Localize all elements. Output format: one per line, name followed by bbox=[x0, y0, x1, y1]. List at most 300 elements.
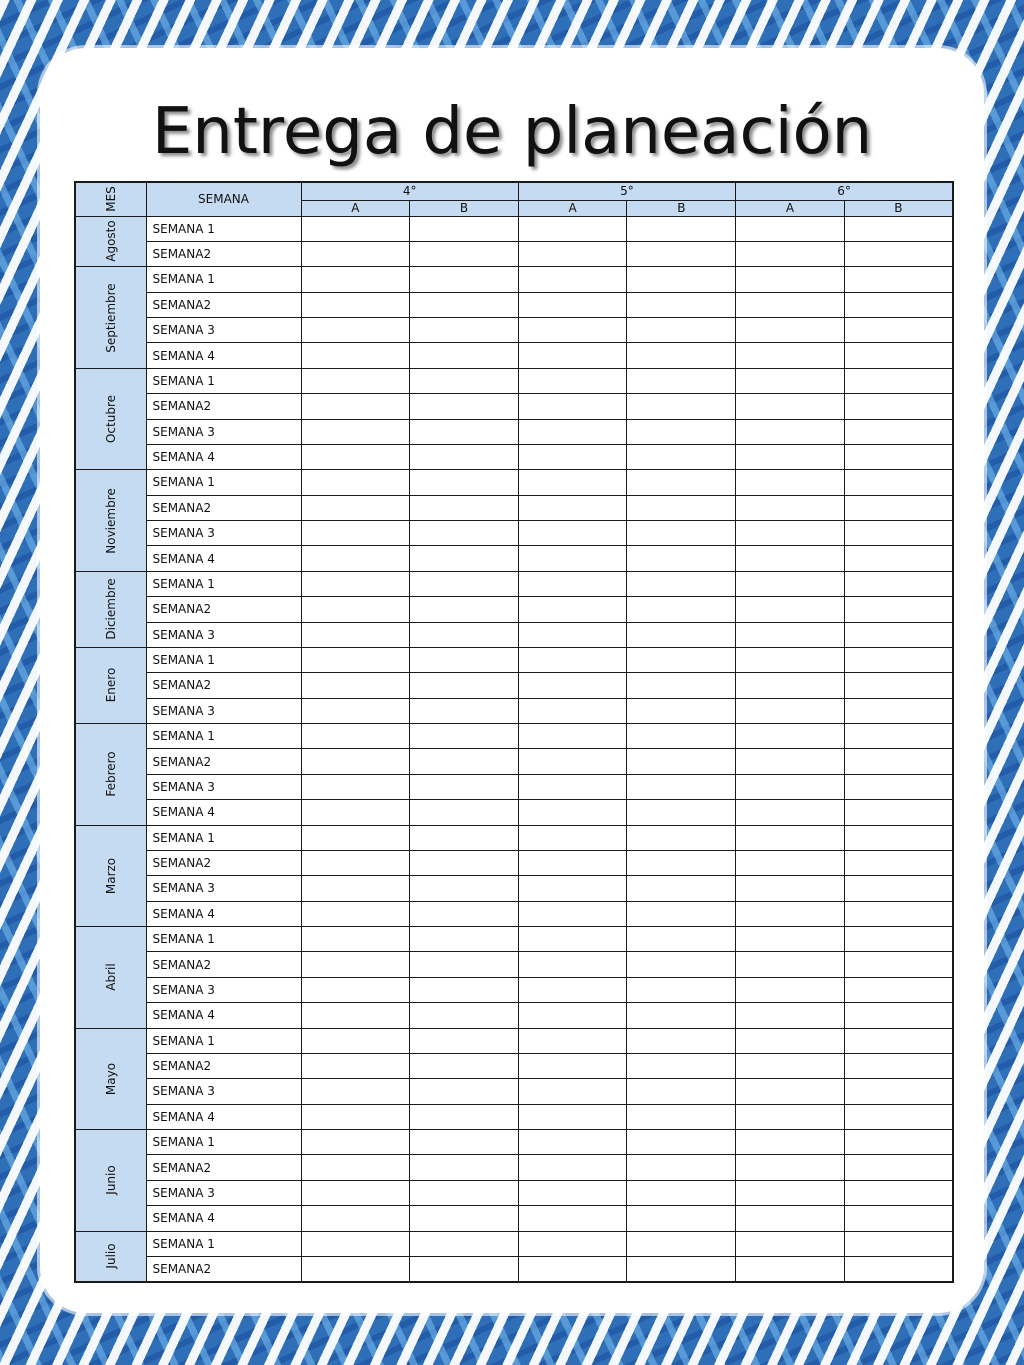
entry-cell[interactable] bbox=[518, 546, 627, 571]
entry-cell[interactable] bbox=[518, 977, 627, 1002]
entry-cell[interactable] bbox=[518, 774, 627, 799]
entry-cell[interactable] bbox=[627, 1003, 736, 1028]
entry-cell[interactable] bbox=[518, 1003, 627, 1028]
week-label: SEMANA 1 bbox=[146, 571, 301, 596]
month-cell bbox=[75, 267, 146, 369]
entry-cell[interactable] bbox=[301, 1231, 410, 1256]
entry-cell[interactable] bbox=[736, 241, 845, 266]
entry-cell[interactable] bbox=[627, 1155, 736, 1180]
entry-cell[interactable] bbox=[627, 927, 736, 952]
entry-cell[interactable] bbox=[410, 470, 519, 495]
entry-cell[interactable] bbox=[410, 876, 519, 901]
entry-cell[interactable] bbox=[736, 698, 845, 723]
entry-cell[interactable] bbox=[518, 318, 627, 343]
entry-cell[interactable] bbox=[518, 698, 627, 723]
entry-cell[interactable] bbox=[410, 318, 519, 343]
entry-cell[interactable] bbox=[736, 1206, 845, 1231]
entry-cell[interactable] bbox=[844, 673, 953, 698]
entry-cell[interactable] bbox=[301, 749, 410, 774]
entry-cell[interactable] bbox=[301, 394, 410, 419]
entry-cell[interactable] bbox=[301, 444, 410, 469]
entry-cell[interactable] bbox=[627, 952, 736, 977]
month-cell bbox=[75, 1231, 146, 1282]
entry-cell[interactable] bbox=[844, 546, 953, 571]
entry-cell[interactable] bbox=[627, 470, 736, 495]
entry-cell[interactable] bbox=[844, 216, 953, 241]
table-row bbox=[75, 774, 953, 799]
entry-cell[interactable] bbox=[736, 1180, 845, 1205]
week-label: SEMANA 1 bbox=[146, 1231, 301, 1256]
entry-cell[interactable] bbox=[627, 622, 736, 647]
entry-cell[interactable] bbox=[736, 216, 845, 241]
entry-cell[interactable] bbox=[410, 647, 519, 672]
grade-header: 5° bbox=[518, 182, 735, 200]
entry-cell[interactable] bbox=[301, 495, 410, 520]
entry-cell[interactable] bbox=[736, 977, 845, 1002]
entry-cell[interactable] bbox=[627, 977, 736, 1002]
entry-cell[interactable] bbox=[736, 546, 845, 571]
entry-cell[interactable] bbox=[301, 1180, 410, 1205]
entry-cell[interactable] bbox=[518, 876, 627, 901]
mes-header-label: MES bbox=[103, 186, 118, 213]
entry-cell[interactable] bbox=[410, 825, 519, 850]
entry-cell[interactable] bbox=[736, 368, 845, 393]
entry-cell[interactable] bbox=[301, 1003, 410, 1028]
entry-cell[interactable] bbox=[627, 1231, 736, 1256]
month-label: Julio bbox=[103, 1243, 118, 1269]
entry-cell[interactable] bbox=[627, 343, 736, 368]
entry-cell[interactable] bbox=[518, 800, 627, 825]
entry-cell[interactable] bbox=[844, 977, 953, 1002]
entry-cell[interactable] bbox=[518, 901, 627, 926]
entry-cell[interactable] bbox=[736, 673, 845, 698]
entry-cell[interactable] bbox=[844, 597, 953, 622]
entry-cell[interactable] bbox=[410, 1231, 519, 1256]
entry-cell[interactable] bbox=[301, 1130, 410, 1155]
entry-cell[interactable] bbox=[844, 521, 953, 546]
entry-cell[interactable] bbox=[844, 724, 953, 749]
entry-cell[interactable] bbox=[627, 267, 736, 292]
entry-cell[interactable] bbox=[301, 825, 410, 850]
entry-cell[interactable] bbox=[844, 1231, 953, 1256]
entry-cell[interactable] bbox=[736, 419, 845, 444]
entry-cell[interactable] bbox=[410, 1206, 519, 1231]
entry-cell[interactable] bbox=[736, 825, 845, 850]
entry-cell[interactable] bbox=[410, 698, 519, 723]
entry-cell[interactable] bbox=[410, 216, 519, 241]
entry-cell[interactable] bbox=[844, 1104, 953, 1129]
entry-cell[interactable] bbox=[627, 495, 736, 520]
entry-cell[interactable] bbox=[301, 850, 410, 875]
entry-cell[interactable] bbox=[736, 1053, 845, 1078]
entry-cell[interactable] bbox=[518, 444, 627, 469]
entry-cell[interactable] bbox=[627, 571, 736, 596]
entry-cell[interactable] bbox=[844, 927, 953, 952]
table-row bbox=[75, 850, 953, 875]
entry-cell[interactable] bbox=[844, 1053, 953, 1078]
entry-cell[interactable] bbox=[627, 724, 736, 749]
entry-cell[interactable] bbox=[736, 876, 845, 901]
month-cell bbox=[75, 571, 146, 647]
entry-cell[interactable] bbox=[736, 1003, 845, 1028]
entry-cell[interactable] bbox=[518, 343, 627, 368]
entry-cell[interactable] bbox=[736, 800, 845, 825]
entry-cell[interactable] bbox=[736, 724, 845, 749]
entry-cell[interactable] bbox=[518, 368, 627, 393]
entry-cell[interactable] bbox=[301, 368, 410, 393]
table-row bbox=[75, 571, 953, 596]
entry-cell[interactable] bbox=[736, 901, 845, 926]
entry-cell[interactable] bbox=[518, 470, 627, 495]
month-label: Junio bbox=[103, 1165, 118, 1195]
entry-cell[interactable] bbox=[410, 800, 519, 825]
entry-cell[interactable] bbox=[844, 1180, 953, 1205]
entry-cell[interactable] bbox=[627, 292, 736, 317]
entry-cell[interactable] bbox=[301, 1028, 410, 1053]
entry-cell[interactable] bbox=[627, 647, 736, 672]
entry-cell[interactable] bbox=[844, 800, 953, 825]
entry-cell[interactable] bbox=[301, 241, 410, 266]
entry-cell[interactable] bbox=[301, 597, 410, 622]
entry-cell[interactable] bbox=[410, 1104, 519, 1129]
entry-cell[interactable] bbox=[410, 292, 519, 317]
entry-cell[interactable] bbox=[627, 368, 736, 393]
entry-cell[interactable] bbox=[301, 1256, 410, 1282]
entry-cell[interactable] bbox=[301, 1079, 410, 1104]
entry-cell[interactable] bbox=[627, 1206, 736, 1231]
entry-cell[interactable] bbox=[627, 444, 736, 469]
entry-cell[interactable] bbox=[518, 1231, 627, 1256]
table-row bbox=[75, 495, 953, 520]
entry-cell[interactable] bbox=[844, 698, 953, 723]
entry-cell[interactable] bbox=[410, 673, 519, 698]
entry-cell[interactable] bbox=[301, 267, 410, 292]
table-row bbox=[75, 698, 953, 723]
entry-cell[interactable] bbox=[844, 749, 953, 774]
entry-cell[interactable] bbox=[844, 571, 953, 596]
entry-cell[interactable] bbox=[518, 1079, 627, 1104]
week-label: SEMANA2 bbox=[146, 597, 301, 622]
entry-cell[interactable] bbox=[844, 419, 953, 444]
entry-cell[interactable] bbox=[627, 419, 736, 444]
group-header: A bbox=[301, 200, 410, 216]
entry-cell[interactable] bbox=[736, 267, 845, 292]
table-row bbox=[75, 1231, 953, 1256]
entry-cell[interactable] bbox=[301, 698, 410, 723]
entry-cell[interactable] bbox=[627, 1180, 736, 1205]
entry-cell[interactable] bbox=[736, 1104, 845, 1129]
entry-cell[interactable] bbox=[518, 292, 627, 317]
entry-cell[interactable] bbox=[518, 1028, 627, 1053]
entry-cell[interactable] bbox=[736, 1079, 845, 1104]
entry-cell[interactable] bbox=[518, 1155, 627, 1180]
entry-cell[interactable] bbox=[410, 368, 519, 393]
entry-cell[interactable] bbox=[736, 927, 845, 952]
entry-cell[interactable] bbox=[301, 343, 410, 368]
table-row bbox=[75, 1079, 953, 1104]
week-label: SEMANA 3 bbox=[146, 774, 301, 799]
entry-cell[interactable] bbox=[736, 1028, 845, 1053]
entry-cell[interactable] bbox=[301, 292, 410, 317]
entry-cell[interactable] bbox=[844, 1256, 953, 1282]
entry-cell[interactable] bbox=[627, 876, 736, 901]
entry-cell[interactable] bbox=[410, 749, 519, 774]
entry-cell[interactable] bbox=[736, 749, 845, 774]
entry-cell[interactable] bbox=[518, 647, 627, 672]
entry-cell[interactable] bbox=[410, 1155, 519, 1180]
entry-cell[interactable] bbox=[518, 1256, 627, 1282]
entry-cell[interactable] bbox=[627, 241, 736, 266]
entry-cell[interactable] bbox=[301, 952, 410, 977]
entry-cell[interactable] bbox=[410, 343, 519, 368]
group-header: A bbox=[736, 200, 845, 216]
entry-cell[interactable] bbox=[518, 1130, 627, 1155]
entry-cell[interactable] bbox=[410, 597, 519, 622]
entry-cell[interactable] bbox=[627, 698, 736, 723]
entry-cell[interactable] bbox=[301, 927, 410, 952]
entry-cell[interactable] bbox=[518, 495, 627, 520]
entry-cell[interactable] bbox=[518, 1180, 627, 1205]
entry-cell[interactable] bbox=[301, 724, 410, 749]
entry-cell[interactable] bbox=[518, 597, 627, 622]
entry-cell[interactable] bbox=[844, 850, 953, 875]
page-title: Entrega de planeación bbox=[151, 95, 873, 169]
entry-cell[interactable] bbox=[410, 1053, 519, 1078]
entry-cell[interactable] bbox=[736, 318, 845, 343]
entry-cell[interactable] bbox=[627, 318, 736, 343]
entry-cell[interactable] bbox=[736, 444, 845, 469]
entry-cell[interactable] bbox=[301, 216, 410, 241]
entry-cell[interactable] bbox=[410, 1256, 519, 1282]
entry-cell[interactable] bbox=[518, 673, 627, 698]
entry-cell[interactable] bbox=[844, 1130, 953, 1155]
entry-cell[interactable] bbox=[410, 850, 519, 875]
entry-cell[interactable] bbox=[627, 850, 736, 875]
entry-cell[interactable] bbox=[627, 1053, 736, 1078]
entry-cell[interactable] bbox=[301, 673, 410, 698]
entry-cell[interactable] bbox=[844, 1206, 953, 1231]
entry-cell[interactable] bbox=[518, 952, 627, 977]
entry-cell[interactable] bbox=[301, 901, 410, 926]
entry-cell[interactable] bbox=[844, 952, 953, 977]
month-label: Octubre bbox=[103, 394, 118, 444]
table-body bbox=[75, 216, 953, 1282]
entry-cell[interactable] bbox=[736, 521, 845, 546]
entry-cell[interactable] bbox=[410, 571, 519, 596]
entry-cell[interactable] bbox=[518, 241, 627, 266]
entry-cell[interactable] bbox=[844, 825, 953, 850]
week-label: SEMANA 1 bbox=[146, 1028, 301, 1053]
entry-cell[interactable] bbox=[627, 546, 736, 571]
entry-cell[interactable] bbox=[627, 1104, 736, 1129]
entry-cell[interactable] bbox=[844, 241, 953, 266]
entry-cell[interactable] bbox=[844, 876, 953, 901]
entry-cell[interactable] bbox=[844, 444, 953, 469]
week-label: SEMANA 3 bbox=[146, 419, 301, 444]
entry-cell[interactable] bbox=[410, 1003, 519, 1028]
entry-cell[interactable] bbox=[301, 622, 410, 647]
entry-cell[interactable] bbox=[518, 622, 627, 647]
entry-cell[interactable] bbox=[301, 1053, 410, 1078]
entry-cell[interactable] bbox=[410, 1130, 519, 1155]
entry-cell[interactable] bbox=[410, 977, 519, 1002]
entry-cell[interactable] bbox=[844, 318, 953, 343]
entry-cell[interactable] bbox=[844, 1028, 953, 1053]
table-row bbox=[75, 1206, 953, 1231]
entry-cell[interactable] bbox=[627, 1256, 736, 1282]
entry-cell[interactable] bbox=[410, 495, 519, 520]
entry-cell[interactable] bbox=[518, 724, 627, 749]
entry-cell[interactable] bbox=[736, 343, 845, 368]
entry-cell[interactable] bbox=[736, 1130, 845, 1155]
entry-cell[interactable] bbox=[736, 1155, 845, 1180]
entry-cell[interactable] bbox=[627, 749, 736, 774]
entry-cell[interactable] bbox=[301, 470, 410, 495]
entry-cell[interactable] bbox=[301, 419, 410, 444]
entry-cell[interactable] bbox=[301, 800, 410, 825]
entry-cell[interactable] bbox=[736, 952, 845, 977]
entry-cell[interactable] bbox=[410, 419, 519, 444]
entry-cell[interactable] bbox=[844, 774, 953, 799]
grade-header: 4° bbox=[301, 182, 518, 200]
entry-cell[interactable] bbox=[518, 1206, 627, 1231]
entry-cell[interactable] bbox=[736, 597, 845, 622]
entry-cell[interactable] bbox=[301, 546, 410, 571]
table-row bbox=[75, 1053, 953, 1078]
week-label: SEMANA 4 bbox=[146, 1206, 301, 1231]
entry-cell[interactable] bbox=[844, 1003, 953, 1028]
entry-cell[interactable] bbox=[301, 977, 410, 1002]
entry-cell[interactable] bbox=[627, 1079, 736, 1104]
entry-cell[interactable] bbox=[410, 774, 519, 799]
entry-cell[interactable] bbox=[844, 1155, 953, 1180]
entry-cell[interactable] bbox=[410, 1028, 519, 1053]
entry-cell[interactable] bbox=[627, 800, 736, 825]
entry-cell[interactable] bbox=[736, 647, 845, 672]
week-label: SEMANA2 bbox=[146, 495, 301, 520]
entry-cell[interactable] bbox=[736, 774, 845, 799]
month-cell bbox=[75, 1028, 146, 1130]
entry-cell[interactable] bbox=[301, 571, 410, 596]
entry-cell[interactable] bbox=[844, 622, 953, 647]
entry-cell[interactable] bbox=[410, 724, 519, 749]
entry-cell[interactable] bbox=[301, 774, 410, 799]
entry-cell[interactable] bbox=[844, 901, 953, 926]
entry-cell[interactable] bbox=[410, 394, 519, 419]
entry-cell[interactable] bbox=[736, 622, 845, 647]
week-label: SEMANA2 bbox=[146, 1053, 301, 1078]
table-row bbox=[75, 597, 953, 622]
month-label: Agosto bbox=[103, 220, 118, 263]
entry-cell[interactable] bbox=[518, 216, 627, 241]
entry-cell[interactable] bbox=[410, 1180, 519, 1205]
entry-cell[interactable] bbox=[410, 622, 519, 647]
entry-cell[interactable] bbox=[844, 368, 953, 393]
entry-cell[interactable] bbox=[736, 1231, 845, 1256]
table-row bbox=[75, 546, 953, 571]
week-label: SEMANA2 bbox=[146, 673, 301, 698]
group-header: B bbox=[627, 200, 736, 216]
week-label: SEMANA 3 bbox=[146, 521, 301, 546]
entry-cell[interactable] bbox=[410, 952, 519, 977]
week-label: SEMANA 3 bbox=[146, 1180, 301, 1205]
entry-cell[interactable] bbox=[844, 394, 953, 419]
entry-cell[interactable] bbox=[410, 444, 519, 469]
entry-cell[interactable] bbox=[844, 470, 953, 495]
entry-cell[interactable] bbox=[410, 241, 519, 266]
entry-cell[interactable] bbox=[627, 1130, 736, 1155]
entry-cell[interactable] bbox=[410, 521, 519, 546]
entry-cell[interactable] bbox=[844, 495, 953, 520]
entry-cell[interactable] bbox=[518, 1104, 627, 1129]
entry-cell[interactable] bbox=[301, 1155, 410, 1180]
entry-cell[interactable] bbox=[736, 292, 845, 317]
entry-cell[interactable] bbox=[518, 571, 627, 596]
entry-cell[interactable] bbox=[518, 850, 627, 875]
entry-cell[interactable] bbox=[301, 876, 410, 901]
entry-cell[interactable] bbox=[518, 394, 627, 419]
entry-cell[interactable] bbox=[627, 673, 736, 698]
table-row bbox=[75, 267, 953, 292]
entry-cell[interactable] bbox=[844, 292, 953, 317]
entry-cell[interactable] bbox=[410, 267, 519, 292]
entry-cell[interactable] bbox=[627, 825, 736, 850]
entry-cell[interactable] bbox=[301, 1206, 410, 1231]
entry-cell[interactable] bbox=[736, 394, 845, 419]
table-row bbox=[75, 394, 953, 419]
entry-cell[interactable] bbox=[301, 1104, 410, 1129]
month-label: Mayo bbox=[103, 1062, 118, 1095]
entry-cell[interactable] bbox=[301, 318, 410, 343]
week-label: SEMANA 4 bbox=[146, 901, 301, 926]
week-label: SEMANA 3 bbox=[146, 698, 301, 723]
entry-cell[interactable] bbox=[844, 647, 953, 672]
entry-cell[interactable] bbox=[736, 571, 845, 596]
entry-cell[interactable] bbox=[736, 470, 845, 495]
entry-cell[interactable] bbox=[301, 521, 410, 546]
entry-cell[interactable] bbox=[410, 1079, 519, 1104]
entry-cell[interactable] bbox=[518, 927, 627, 952]
entry-cell[interactable] bbox=[844, 343, 953, 368]
entry-cell[interactable] bbox=[627, 901, 736, 926]
week-label: SEMANA 4 bbox=[146, 343, 301, 368]
entry-cell[interactable] bbox=[736, 495, 845, 520]
entry-cell[interactable] bbox=[627, 597, 736, 622]
entry-cell[interactable] bbox=[627, 774, 736, 799]
entry-cell[interactable] bbox=[844, 267, 953, 292]
table-row bbox=[75, 343, 953, 368]
entry-cell[interactable] bbox=[518, 749, 627, 774]
entry-cell[interactable] bbox=[627, 1028, 736, 1053]
entry-cell[interactable] bbox=[410, 927, 519, 952]
entry-cell[interactable] bbox=[518, 267, 627, 292]
entry-cell[interactable] bbox=[627, 521, 736, 546]
entry-cell[interactable] bbox=[736, 1256, 845, 1282]
entry-cell[interactable] bbox=[301, 647, 410, 672]
entry-cell[interactable] bbox=[844, 1079, 953, 1104]
entry-cell[interactable] bbox=[410, 901, 519, 926]
month-cell bbox=[75, 825, 146, 927]
table-row bbox=[75, 927, 953, 952]
entry-cell[interactable] bbox=[627, 394, 736, 419]
entry-cell[interactable] bbox=[627, 216, 736, 241]
entry-cell[interactable] bbox=[736, 850, 845, 875]
entry-cell[interactable] bbox=[518, 521, 627, 546]
entry-cell[interactable] bbox=[518, 419, 627, 444]
entry-cell[interactable] bbox=[410, 546, 519, 571]
entry-cell[interactable] bbox=[518, 825, 627, 850]
entry-cell[interactable] bbox=[518, 1053, 627, 1078]
